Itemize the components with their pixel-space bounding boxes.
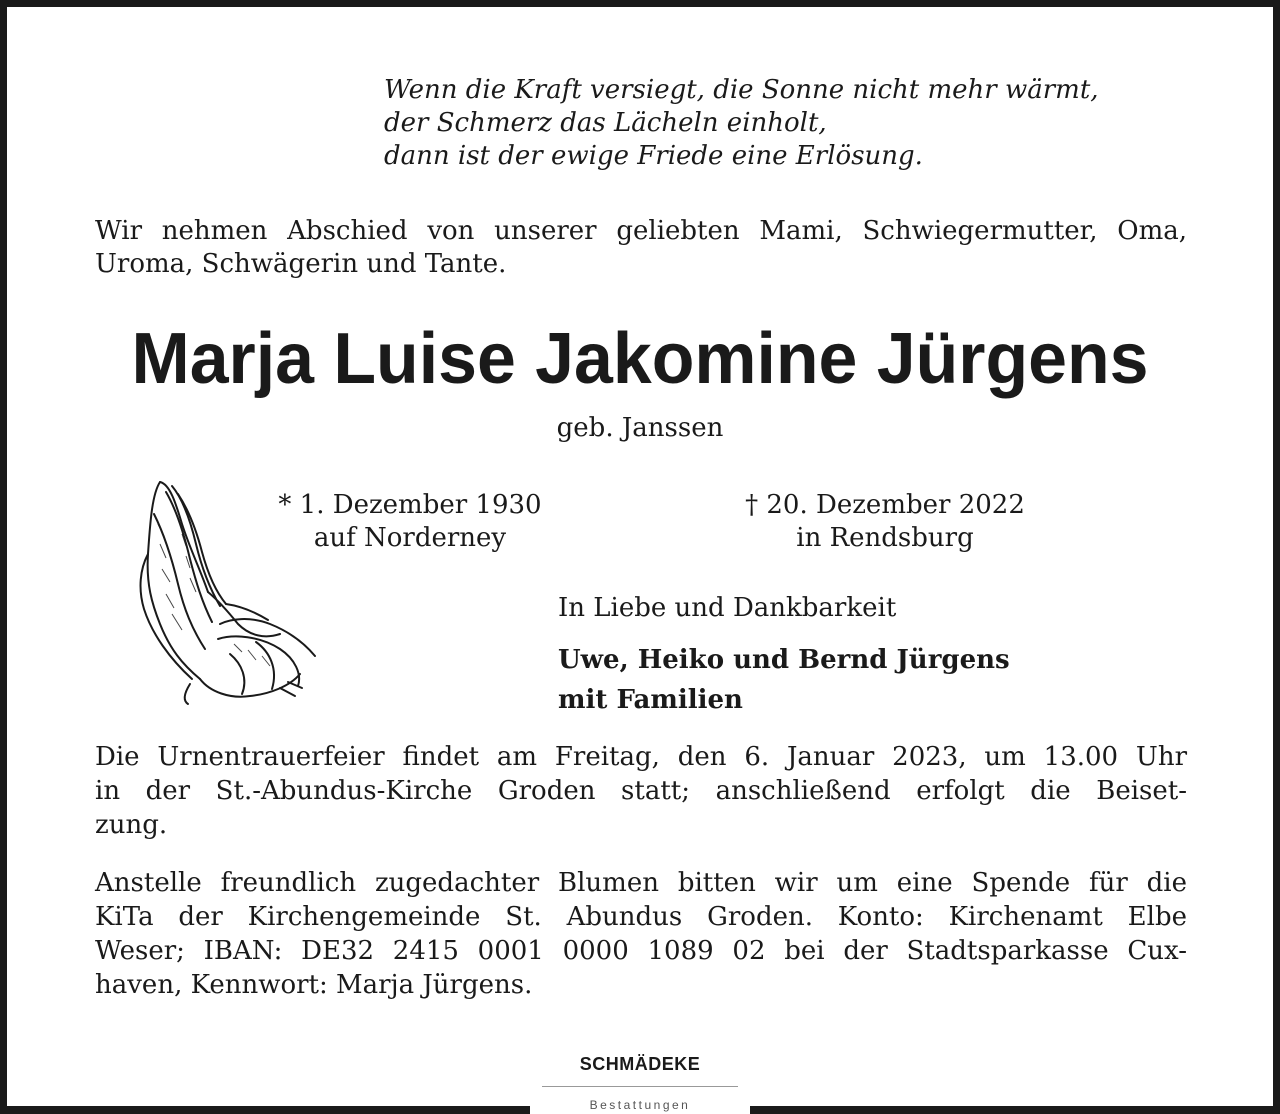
mourners-intro: In Liebe und Dankbarkeit — [558, 593, 897, 623]
logo-name: SCHMÄDEKE — [579, 1054, 701, 1074]
quote-line: Wenn die Kraft versiegt, die Sonne nicht mehr wärmt, — [384, 75, 1099, 105]
birth-info — [260, 489, 560, 555]
funeral-home-logo — [530, 1046, 750, 1114]
donation-line: KiTa der Kirchengemeinde St. Abundus Groden. Konto: Kirchenamt Elbe — [95, 902, 1187, 932]
death-place: in Rendsburg — [796, 523, 974, 553]
birth-place: auf Norderney — [313, 523, 507, 553]
quote-line: der Schmerz das Lächeln einholt, — [384, 108, 827, 138]
opening-quote — [384, 74, 1224, 173]
farewell-intro: Wir nehmen Abschied von unserer geliebten Mami, Schwiegermutter, Oma, Uroma, Schwägerin und Tante. — [95, 216, 1187, 279]
mourners-names — [558, 640, 1010, 720]
deceased-name: Marja Luise Jakomine Jürgens — [131, 319, 1149, 399]
quote-line: dann ist der ewige Friede eine Erlösung. — [384, 141, 923, 171]
birth-date: * 1. Dezember 1930 — [278, 490, 542, 520]
logo-subtitle: Bestattungen — [589, 1098, 691, 1112]
logo-divider — [542, 1086, 738, 1087]
death-date: † 20. Dezember 2022 — [745, 490, 1025, 520]
maiden-name: geb. Janssen — [556, 413, 724, 443]
donation-line: Weser; IBAN: DE32 2415 0001 0000 1089 02 bei der Stadtsparkasse Cux- — [95, 936, 1187, 966]
mourners-line: Uwe, Heiko und Bernd Jürgens — [558, 645, 1010, 675]
funeral-line: zung. — [95, 810, 168, 840]
funeral-line: Die Urnentrauerfeier findet am Freitag, den 6. Januar 2023, um 13.00 Uhr — [95, 742, 1187, 772]
funeral-notice — [95, 740, 1187, 842]
donation-line: Anstelle freundlich zugedachter Blumen bitten wir um eine Spende für die — [95, 868, 1187, 898]
donation-notice — [95, 866, 1187, 1002]
mourners-line: mit Familien — [558, 685, 743, 715]
death-info — [720, 489, 1050, 555]
funeral-line: in der St.-Abundus-Kirche Groden statt; anschließend erfolgt die Beiset- — [95, 776, 1187, 806]
donation-line: haven, Kennwort: Marja Jürgens. — [95, 970, 533, 1000]
